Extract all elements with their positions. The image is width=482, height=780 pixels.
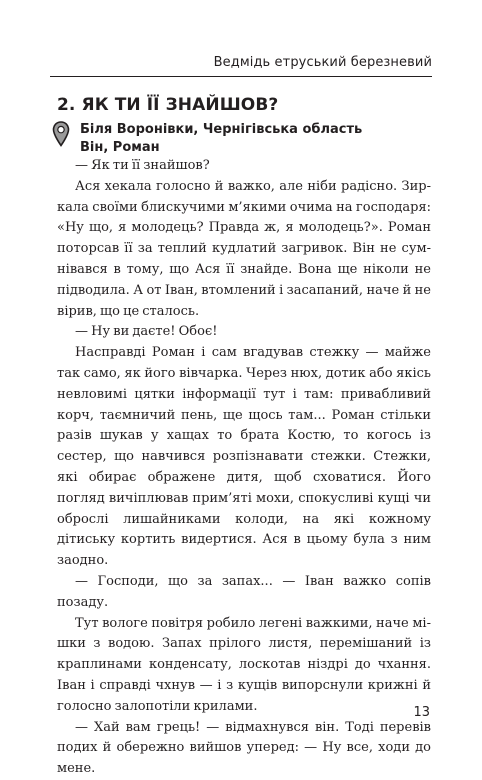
paragraph: — Ну ви даєте! Обоє! [75,324,218,340]
paragraph: Ася хекала голосно й важко, але ніби радісно. Зиркала своїми блискучими м’якими очима на господаря: «Ну що, я молодець? Правда ж, я молодець?». Роман поторсав її за теплий кудлатий загривок. Він не сумнівався в тому, що Ася її знайде. Вона ще ніколи не підводила. А от Іван, втомлений і засапаний, наче й не вірив, що це сталось. [57,178,431,319]
header-rule [50,76,432,77]
characters-line: Він, Роман [80,139,160,155]
location-line: Біля Воронівки, Чернігівська область [80,122,363,137]
page-number: 13 [413,705,430,720]
map-pin-icon [52,121,70,147]
scene-location [80,121,362,156]
paragraph: Тут вологе повітря робило легені важкими, наче мішки з водою. Запах прілого листя, перемішаний із краплинами конденсату, лоскотав ніздрі до чхання. Іван і справді чхнув — і з кущів випорснули крижні й голосно залопотіли крилами. [57,615,431,714]
paragraph: — Як ти її знайшов? [75,158,210,173]
chapter-title: 2. ЯК ТИ ЇЇ ЗНАЙШОВ? [57,95,279,115]
body-text [57,156,431,780]
running-head: Ведмідь етруський березневий [213,55,432,70]
paragraph: — Господи, що за запах... — Іван важко сопів позаду. [57,573,431,610]
paragraph: Насправді Роман і сам вгадував стежку — майже так само, як його вівчарка. Через нюх, дотик або якісь невловимі цятки інформації тут і там: привабливий корч, таємничий пень, ще щось там... Роман стільки разів шукав у хащах то брата Костю, то когось із сестер, що навчився розпізнавати стежки. Стежки, які обирає ображене дитя, щоб сховатися. Його погляд вичіплював прим’яті мохи, спокусливі кущі чи оброслі лишайниками колоди, на які кожному дітиську кортить видертися. Ася в цьому була з ним заодно. [57,345,431,569]
paragraph: — Хай вам грець! — відмахнувся він. Тоді перевів подих й обережно вийшов уперед: — Ну все, ходи до мене. [57,719,431,777]
